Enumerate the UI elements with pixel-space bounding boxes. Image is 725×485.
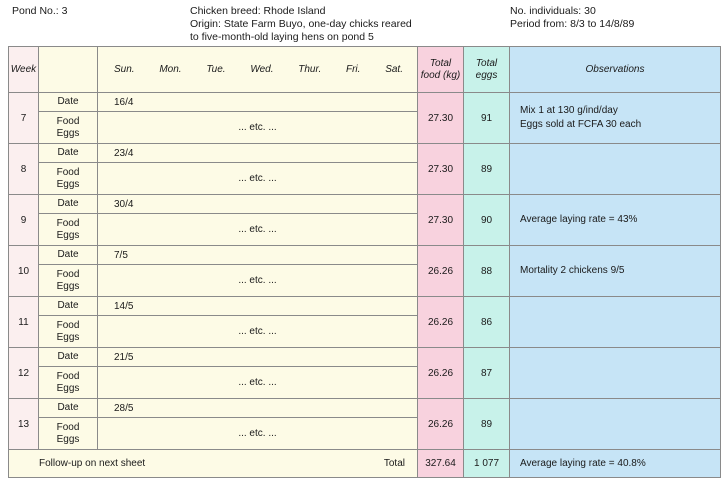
etc-placeholder: ... etc. ... [98, 367, 418, 399]
food-eggs-label: Food Eggs [39, 214, 98, 246]
week-total-food: 27.30 [418, 144, 464, 195]
date-label: Date [39, 297, 98, 316]
week-number: 7 [9, 93, 39, 144]
day-header-5: Fri. [345, 64, 361, 75]
date-label: Date [39, 246, 98, 265]
table-row [9, 93, 721, 112]
week-total-food: 27.30 [418, 93, 464, 144]
week-total-eggs: 91 [464, 93, 510, 144]
grand-total-food: 327.64 [418, 450, 464, 478]
day-header-3: Wed. [250, 64, 274, 75]
individuals-text: No. individuals: 30 [510, 5, 596, 17]
date-value: 30/4 [98, 195, 418, 214]
date-label: Date [39, 195, 98, 214]
week-total-eggs: 89 [464, 399, 510, 450]
date-label: Date [39, 399, 98, 418]
etc-placeholder: ... etc. ... [98, 265, 418, 297]
table-row [9, 297, 721, 316]
date-value: 14/5 [98, 297, 418, 316]
table-row [9, 195, 721, 214]
food-eggs-label: Food Eggs [39, 163, 98, 195]
etc-placeholder: ... etc. ... [98, 214, 418, 246]
week-number: 8 [9, 144, 39, 195]
date-value: 28/5 [98, 399, 418, 418]
footer-row [9, 450, 418, 478]
week-observation: Mortality 2 chickens 9/5 [510, 246, 721, 297]
date-label: Date [39, 348, 98, 367]
week-total-eggs: 87 [464, 348, 510, 399]
date-value: 23/4 [98, 144, 418, 163]
day-header-6: Sat. [385, 64, 403, 75]
etc-placeholder: ... etc. ... [98, 418, 418, 450]
breed-text: Chicken breed: Rhode Island [190, 5, 326, 17]
week-total-eggs: 89 [464, 144, 510, 195]
week-number: 11 [9, 297, 39, 348]
table-row [9, 144, 721, 163]
label-header [39, 47, 98, 93]
week-observation [510, 144, 721, 195]
breed-origin-info [190, 5, 412, 44]
footer-observation: Average laying rate = 40.8% [510, 450, 721, 478]
total-label: Total [383, 458, 405, 469]
week-total-food: 26.26 [418, 399, 464, 450]
week-total-food: 26.26 [418, 246, 464, 297]
date-label: Date [39, 144, 98, 163]
table-row [9, 399, 721, 418]
week-total-food: 26.26 [418, 297, 464, 348]
week-number: 13 [9, 399, 39, 450]
food-eggs-label: Food Eggs [39, 112, 98, 144]
week-number: 12 [9, 348, 39, 399]
week-number: 9 [9, 195, 39, 246]
week-header: Week [9, 47, 39, 93]
period-text: Period from: 8/3 to 14/8/89 [510, 18, 635, 30]
week-total-eggs: 90 [464, 195, 510, 246]
food-eggs-label: Food Eggs [39, 418, 98, 450]
table-row [9, 246, 721, 265]
week-observation [510, 399, 721, 450]
day-header-0: Sun. [114, 64, 135, 75]
etc-placeholder: ... etc. ... [98, 316, 418, 348]
week-total-food: 26.26 [418, 348, 464, 399]
table-row [9, 348, 721, 367]
week-total-eggs: 88 [464, 246, 510, 297]
day-header-2: Tue. [206, 64, 226, 75]
food-eggs-label: Food Eggs [39, 265, 98, 297]
grand-total-eggs: 1 077 [464, 450, 510, 478]
food-eggs-label: Food Eggs [39, 316, 98, 348]
week-total-food: 27.30 [418, 195, 464, 246]
week-number: 10 [9, 246, 39, 297]
week-observation [510, 348, 721, 399]
observations-header: Observations [510, 47, 721, 93]
laying-record-table [8, 46, 721, 478]
week-observation: Mix 1 at 130 g/ind/day Eggs sold at FCFA 30 each [510, 93, 721, 144]
date-value: 7/5 [98, 246, 418, 265]
day-header-1: Mon. [159, 64, 182, 75]
week-total-eggs: 86 [464, 297, 510, 348]
date-value: 16/4 [98, 93, 418, 112]
total-eggs-header: Total eggs [464, 47, 510, 93]
date-value: 21/5 [98, 348, 418, 367]
date-label: Date [39, 93, 98, 112]
etc-placeholder: ... etc. ... [98, 163, 418, 195]
origin-line-2: to five-month-old laying hens on pond 5 [190, 31, 374, 43]
etc-placeholder: ... etc. ... [98, 112, 418, 144]
day-header-4: Thur. [298, 64, 322, 75]
total-food-header: Total food (kg) [418, 47, 464, 93]
food-eggs-label: Food Eggs [39, 367, 98, 399]
origin-line-1: Origin: State Farm Buyo, one-day chicks reared [190, 18, 412, 30]
days-header [98, 47, 418, 93]
followup-text: Follow-up on next sheet [39, 458, 146, 469]
week-observation [510, 297, 721, 348]
pond-number: Pond No.: 3 [12, 5, 68, 17]
individuals-period [510, 5, 634, 31]
week-observation: Average laying rate = 43% [510, 195, 721, 246]
